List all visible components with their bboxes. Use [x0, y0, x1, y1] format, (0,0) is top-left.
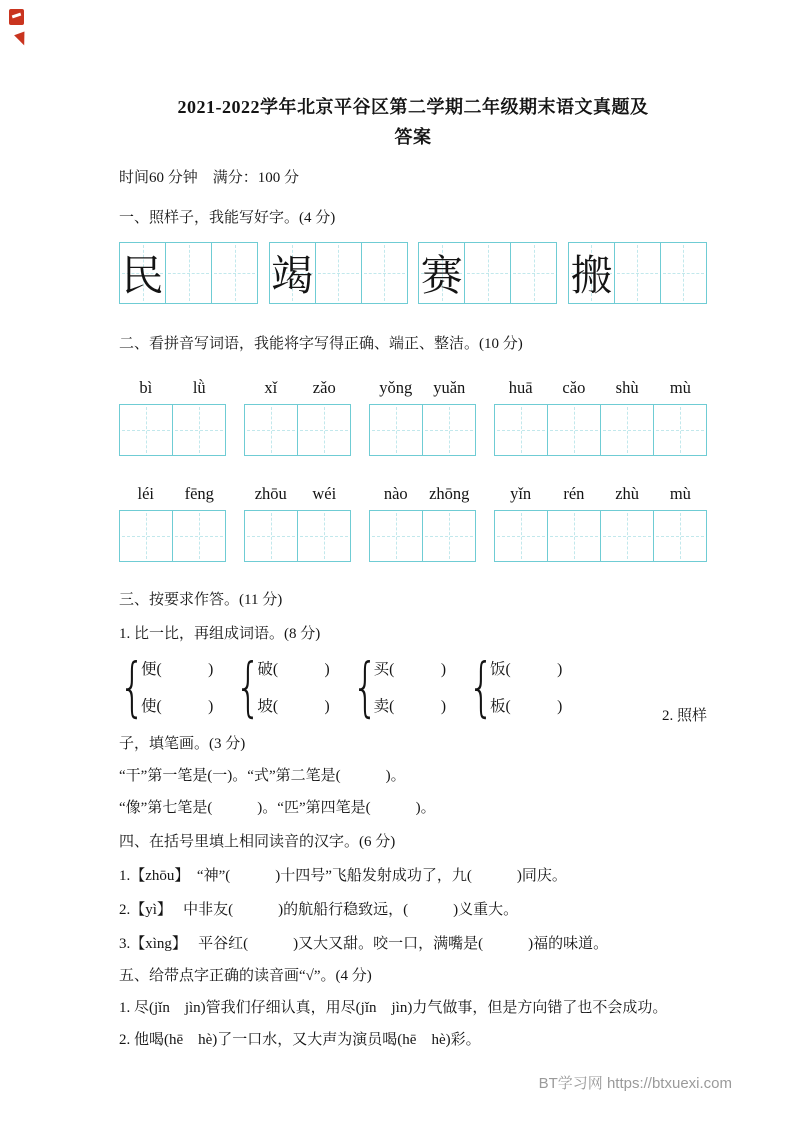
pinyin-syllable: lǜ: [192, 378, 206, 397]
pinyin-syllable: bì: [139, 378, 153, 397]
pinyin-group: [119, 484, 226, 562]
pair-line: 买( ): [373, 661, 446, 678]
pinyin-group: [244, 378, 351, 456]
writing-cell: [464, 242, 511, 304]
brace-icon: {: [119, 651, 146, 725]
writing-cell: [119, 242, 166, 304]
section3-heading: 三、按要求作答。(11 分): [119, 592, 283, 608]
pinyin-syllable: nào: [383, 484, 408, 503]
writing-cell: [244, 404, 298, 456]
pair-lines: [141, 651, 213, 725]
writing-cell: [653, 510, 707, 562]
example-character: 搬: [570, 254, 613, 300]
pair-lines: [490, 651, 562, 725]
pinyin-labels: [369, 484, 476, 510]
pinyin-syllable: rén: [563, 484, 585, 503]
pinyin-syllable: zǎo: [312, 378, 336, 397]
writing-cell: [369, 404, 423, 456]
pinyin-labels: [494, 378, 707, 404]
pinyin-row-2: [119, 484, 707, 562]
pinyin-group: [369, 484, 476, 562]
writing-cell: [244, 510, 298, 562]
pinyin-syllable: zhōng: [429, 484, 470, 503]
writing-cell: [568, 242, 615, 304]
title-line-1: 2021-2022学年北京平谷区第二学期二年级期末语文真题及: [177, 97, 649, 117]
pair-lines: [374, 651, 446, 725]
copy-group-4: [568, 242, 707, 304]
pinyin-syllable: mù: [669, 378, 691, 397]
writing-cell: [614, 242, 661, 304]
writing-cell: [211, 242, 258, 304]
pair-line: 饭( ): [489, 661, 563, 678]
section3-q2-label-continued: 子，填笔画。(3 分): [119, 736, 246, 752]
pinyin-syllable: léi: [137, 484, 154, 503]
pinyin-labels: [494, 484, 707, 510]
page-title: [119, 92, 707, 152]
pair-line: 破( ): [257, 661, 330, 678]
writing-cell: [172, 510, 226, 562]
logo-square-icon: [9, 9, 24, 25]
word-pair-group: [468, 650, 562, 726]
section4-item-2: 2.【yì】 中非友( )的航船行稳致远，( )义重大。: [119, 902, 519, 918]
writing-cell: [422, 404, 476, 456]
logo-triangle-icon: [14, 32, 29, 48]
answer-cells: [494, 510, 707, 562]
pinyin-syllable: wéi: [312, 484, 337, 503]
pinyin-row-1: [119, 378, 707, 456]
pinyin-labels: [369, 378, 476, 404]
pinyin-syllable: shù: [615, 378, 639, 397]
pinyin-group: [494, 484, 707, 562]
brace-icon: {: [467, 651, 495, 725]
section3-q2-label-start: 2. 照样: [661, 708, 707, 724]
pinyin-syllable: zhōu: [254, 484, 287, 503]
pinyin-syllable: cǎo: [562, 378, 586, 397]
pinyin-group: [119, 378, 226, 456]
pinyin-syllable: xǐ: [264, 378, 278, 397]
example-character: 赛: [420, 254, 463, 300]
brace-icon: {: [235, 651, 262, 725]
pinyin-labels: [119, 378, 226, 404]
pinyin-labels: [119, 484, 226, 510]
copy-group-2: [269, 242, 408, 304]
section5-heading: 五、给带点字正确的读音画“√”。(4 分): [119, 968, 372, 984]
copy-group-1: [119, 242, 258, 304]
section1-heading: 一、照样子，我能写好字。(4 分): [119, 210, 336, 226]
pinyin-syllable: zhù: [615, 484, 640, 503]
word-pair-group: [119, 650, 213, 726]
writing-cell: [315, 242, 362, 304]
site-logo-mark: [7, 6, 47, 54]
answer-cells: [494, 404, 707, 456]
copy-group-3: [418, 242, 557, 304]
section3-q1-label: 1. 比一比，再组成词语。(8 分): [119, 626, 321, 642]
word-pair-group: [352, 650, 446, 726]
writing-cell: [660, 242, 707, 304]
pair-line: 使( ): [141, 698, 214, 715]
stroke-question-line-2: “像”第七笔是( )。“匹”第四笔是( )。: [119, 800, 436, 816]
word-pairs-row: [119, 650, 707, 726]
pinyin-syllable: yǐn: [510, 484, 532, 503]
writing-cell: [600, 510, 654, 562]
writing-cell: [418, 242, 465, 304]
writing-cell: [119, 404, 173, 456]
pinyin-labels: [244, 378, 351, 404]
section4-heading: 四、在括号里填上相同读音的汉字。(6 分): [119, 834, 396, 850]
writing-cell: [653, 404, 707, 456]
pinyin-syllable: yǒng: [379, 378, 413, 397]
answer-cells: [119, 510, 226, 562]
pair-line: 卖( ): [373, 698, 446, 715]
writing-cell: [600, 404, 654, 456]
example-character: 民: [121, 254, 164, 300]
watermark: BT学习网 https://btxuexi.com: [538, 1075, 732, 1092]
stroke-question-line-1: “干”第一笔是(一)。“式”第二笔是( )。: [119, 768, 406, 784]
writing-cell: [510, 242, 557, 304]
pinyin-syllable: fēng: [184, 484, 214, 503]
writing-cell: [297, 404, 351, 456]
section4-item-1: 1.【zhōu】 “神”( )十四号”飞船发射成功了，九( )同庆。: [119, 868, 567, 884]
brace-icon: {: [351, 651, 379, 725]
pair-line: 便( ): [141, 661, 214, 678]
writing-cell: [172, 404, 226, 456]
writing-cell: [269, 242, 316, 304]
section5-item-2: 2. 他喝(hē hè)了一口水，又大声为演员喝(hē hè)彩。: [119, 1032, 481, 1048]
writing-cell: [547, 510, 601, 562]
answer-cells: [244, 404, 351, 456]
answer-cells: [369, 510, 476, 562]
pinyin-syllable: yuǎn: [433, 378, 466, 397]
section1-copy-grid: [119, 242, 707, 304]
pinyin-group: [244, 484, 351, 562]
writing-cell: [165, 242, 212, 304]
section2-heading: 二、看拼音写词语，我能将字写得正确、端正、整洁。(10 分): [119, 336, 523, 352]
word-pair-group: [235, 650, 329, 726]
writing-cell: [369, 510, 423, 562]
example-character: 竭: [271, 254, 314, 300]
title-line-2: 答案: [394, 127, 432, 147]
pinyin-labels: [244, 484, 351, 510]
writing-cell: [547, 404, 601, 456]
answer-cells: [369, 404, 476, 456]
exam-meta: 时间60 分钟 满分：100 分: [119, 170, 300, 186]
answer-cells: [119, 404, 226, 456]
writing-cell: [297, 510, 351, 562]
section5-item-1: 1. 尽(jǐn jìn)管我们仔细认真，用尽(jǐn jìn)力气做事，但是方向错了也不会成功。: [119, 1000, 668, 1016]
answer-cells: [244, 510, 351, 562]
writing-cell: [494, 404, 548, 456]
section4-item-3: 3.【xìng】 平谷红( )又大又甜。咬一口，满嘴是( )福的味道。: [119, 936, 609, 952]
pinyin-syllable: mù: [669, 484, 691, 503]
pair-line: 板( ): [489, 698, 563, 715]
writing-cell: [494, 510, 548, 562]
pair-lines: [257, 651, 329, 725]
writing-cell: [422, 510, 476, 562]
pinyin-syllable: huā: [508, 378, 533, 397]
pinyin-group: [494, 378, 707, 456]
writing-cell: [119, 510, 173, 562]
pair-line: 坡( ): [257, 698, 330, 715]
writing-cell: [361, 242, 408, 304]
pinyin-group: [369, 378, 476, 456]
